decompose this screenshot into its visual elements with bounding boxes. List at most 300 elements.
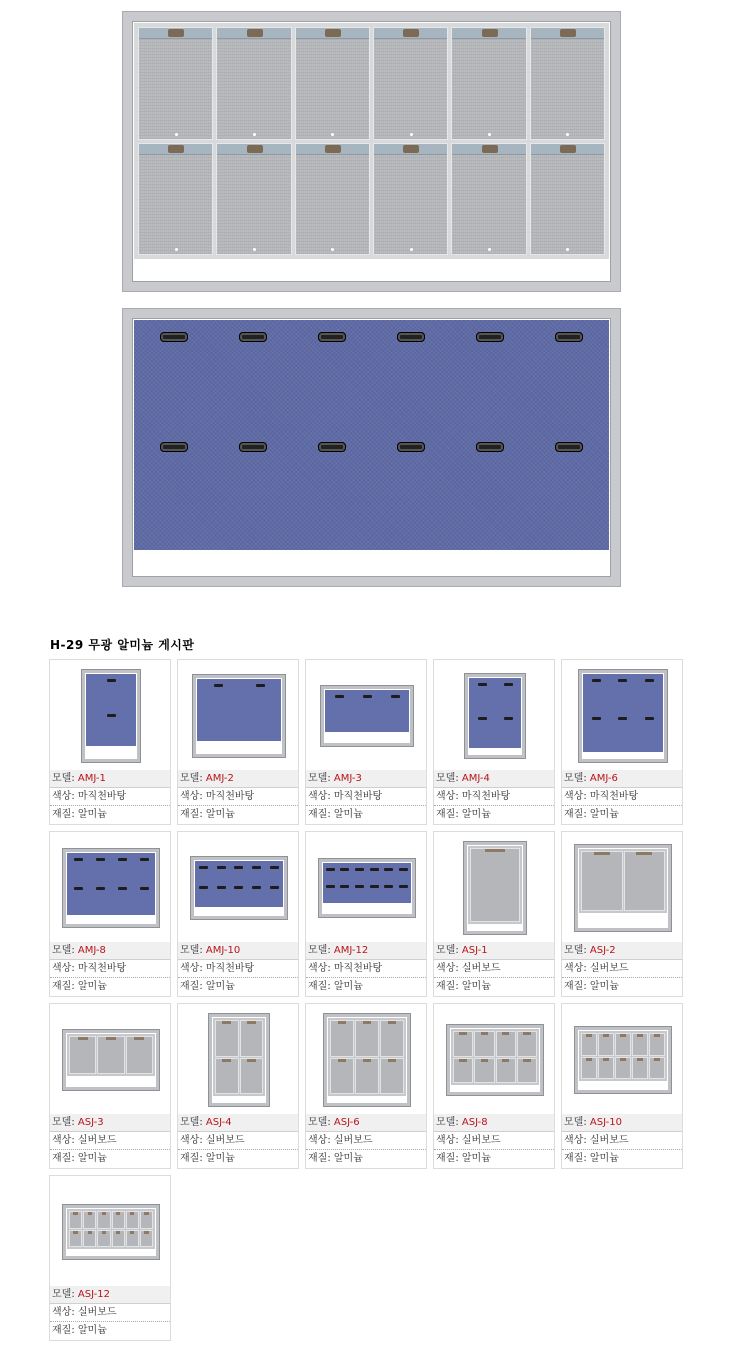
pin-dot (566, 248, 569, 251)
clip-icon (325, 145, 341, 153)
silver-panel (355, 1058, 379, 1095)
model-value[interactable]: AMJ-2 (205, 773, 234, 784)
model-value[interactable]: ASJ-4 (205, 1117, 232, 1128)
silver-panel (649, 1057, 665, 1080)
clip-bar (374, 144, 447, 155)
color-label: 색상: (308, 963, 334, 974)
product-thumbnail[interactable] (562, 660, 682, 771)
product-thumbnail[interactable] (562, 1004, 682, 1115)
model-value[interactable]: AMJ-6 (589, 773, 618, 784)
model-row (434, 1114, 554, 1132)
silver-panel-grid (453, 1031, 537, 1083)
clip-row (469, 717, 521, 720)
binder-clip-icon (74, 858, 83, 861)
clip-row (67, 858, 155, 861)
binder-clip-icon (504, 717, 513, 720)
product-info (434, 770, 554, 824)
color-label: 색상: (52, 1135, 78, 1146)
material-row (50, 806, 170, 824)
model-value[interactable]: AMJ-4 (461, 773, 490, 784)
binder-clip-icon (478, 717, 487, 720)
material-value: 알미늄 (589, 981, 619, 992)
fabric-board-surface (134, 320, 609, 550)
silver-panel (138, 143, 213, 256)
silver-panel (355, 1020, 379, 1057)
material-value: 알미늄 (461, 1153, 491, 1164)
binder-clip-icon (160, 332, 188, 342)
board-surface (583, 674, 663, 752)
color-value: 실버보드 (77, 1307, 117, 1318)
color-row (178, 960, 298, 978)
product-thumbnail[interactable] (434, 660, 554, 771)
product-thumbnail[interactable] (50, 1176, 170, 1287)
clip-bar (296, 28, 369, 39)
color-label: 색상: (180, 791, 206, 802)
product-info (50, 770, 170, 824)
material-row (178, 978, 298, 996)
product-info (50, 942, 170, 996)
material-value: 알미늄 (461, 809, 491, 820)
product-info (178, 770, 298, 824)
silver-panel (140, 1230, 153, 1248)
material-row (178, 806, 298, 824)
board-surface (469, 678, 521, 748)
silver-panel-grid (470, 848, 520, 922)
material-row (434, 978, 554, 996)
silver-panel (126, 1230, 139, 1248)
board-thumbnail-image (579, 670, 667, 762)
binder-clip-icon (555, 442, 583, 452)
material-row (50, 1150, 170, 1168)
binder-clip-icon (234, 866, 243, 869)
binder-clip-icon (234, 886, 243, 889)
clip-row (86, 679, 136, 682)
silver-panel-grid (69, 1211, 153, 1247)
color-value: 마직천바탕 (77, 963, 127, 974)
model-value[interactable]: ASJ-12 (77, 1289, 110, 1300)
silver-panel (453, 1058, 473, 1084)
hero-fabric-board-image (123, 309, 620, 586)
model-row (178, 770, 298, 788)
product-thumbnail[interactable] (178, 660, 298, 771)
silver-panel (69, 1211, 82, 1229)
binder-clip-icon (478, 683, 487, 686)
product-card[interactable] (305, 1003, 427, 1169)
pin-dot (253, 248, 256, 251)
color-row (50, 788, 170, 806)
silver-panel (140, 1211, 153, 1229)
binder-clip-icon (140, 887, 149, 890)
clip-row (583, 717, 663, 720)
model-row (306, 942, 426, 960)
color-value: 실버보드 (461, 963, 501, 974)
product-info (306, 770, 426, 824)
material-value: 알미늄 (77, 809, 107, 820)
model-label: 모델: (564, 1117, 590, 1128)
silver-panel (216, 27, 291, 140)
model-value[interactable]: ASJ-8 (461, 1117, 488, 1128)
silver-panel (530, 143, 605, 256)
clip-icon (560, 29, 576, 37)
material-label: 재질: (436, 981, 462, 992)
material-value: 알미늄 (333, 1153, 363, 1164)
silver-panel (632, 1057, 648, 1080)
model-value[interactable]: ASJ-6 (333, 1117, 360, 1128)
product-card[interactable] (433, 831, 555, 997)
clip-row (195, 886, 283, 889)
binder-clip-icon (355, 885, 364, 888)
model-label: 모델: (308, 773, 334, 784)
board-thumbnail-image (575, 1027, 671, 1093)
binder-clip-icon (96, 887, 105, 890)
material-value: 알미늄 (205, 809, 235, 820)
silver-panel-grid (215, 1020, 263, 1094)
board-thumbnail-image (319, 859, 415, 917)
board-surface (323, 863, 411, 903)
product-thumbnail[interactable] (434, 1004, 554, 1115)
material-value: 알미늄 (77, 1325, 107, 1336)
binder-clip-icon (370, 885, 379, 888)
color-value: 마직천바탕 (461, 791, 511, 802)
clip-bar (531, 144, 604, 155)
silver-board-surface (134, 23, 609, 259)
product-thumbnail[interactable] (306, 660, 426, 771)
board-surface (197, 679, 281, 741)
color-row (50, 960, 170, 978)
binder-clip-icon (270, 866, 279, 869)
model-value[interactable]: AMJ-1 (77, 773, 106, 784)
clip-row (323, 868, 411, 871)
model-value[interactable]: AMJ-8 (77, 945, 106, 956)
board-thumbnail-image (575, 845, 671, 931)
silver-panel-grid (138, 27, 605, 255)
material-row (562, 806, 682, 824)
product-card[interactable] (561, 1003, 683, 1169)
color-value: 마직천바탕 (205, 963, 255, 974)
board-thumbnail-image (209, 1014, 269, 1106)
color-row (306, 788, 426, 806)
product-card[interactable] (177, 659, 299, 825)
silver-panel (517, 1031, 537, 1057)
board-surface (213, 1018, 265, 1096)
binder-clip-icon (618, 679, 627, 682)
clip-row (86, 714, 136, 717)
silver-panel (380, 1058, 404, 1095)
color-row (434, 960, 554, 978)
model-label: 모델: (436, 1117, 462, 1128)
silver-panel (295, 27, 370, 140)
board-thumbnail-image (63, 849, 159, 927)
color-label: 색상: (436, 1135, 462, 1146)
material-label: 재질: (564, 981, 590, 992)
silver-panel-grid (581, 1033, 665, 1079)
color-value: 마직천바탕 (589, 791, 639, 802)
clip-bar (531, 28, 604, 39)
model-value[interactable]: AMJ-10 (205, 945, 241, 956)
silver-panel (470, 848, 520, 922)
clip-bar (374, 28, 447, 39)
binder-clip-icon (217, 866, 226, 869)
color-value: 실버보드 (333, 1135, 373, 1146)
color-row (562, 960, 682, 978)
silver-panel (453, 1031, 473, 1057)
product-thumbnail[interactable] (178, 1004, 298, 1115)
product-thumbnail[interactable] (434, 832, 554, 943)
silver-panel (373, 27, 448, 140)
product-card[interactable] (49, 659, 171, 825)
binder-clip-icon (326, 885, 335, 888)
material-row (562, 978, 682, 996)
board-surface (67, 1034, 155, 1076)
product-thumbnail[interactable] (306, 1004, 426, 1115)
product-info (50, 1114, 170, 1168)
binder-clip-icon (340, 885, 349, 888)
color-row (434, 1132, 554, 1150)
pin-dot (175, 133, 178, 136)
board-thumbnail-image (324, 1014, 410, 1106)
clip-row-bottom (134, 442, 609, 452)
material-value: 알미늄 (589, 1153, 619, 1164)
silver-panel (112, 1230, 125, 1248)
binder-clip-icon (318, 332, 346, 342)
color-row (562, 788, 682, 806)
pin-dot (488, 133, 491, 136)
clip-bar (217, 28, 290, 39)
clip-row (67, 887, 155, 890)
binder-clip-icon (555, 332, 583, 342)
model-row (178, 942, 298, 960)
silver-panel (240, 1058, 264, 1095)
binder-clip-icon (618, 717, 627, 720)
model-value[interactable]: AMJ-3 (333, 773, 362, 784)
color-row (178, 1132, 298, 1150)
color-row (562, 1132, 682, 1150)
binder-clip-icon (239, 442, 267, 452)
silver-panel-grid (330, 1020, 404, 1094)
model-row (434, 942, 554, 960)
clip-icon (168, 145, 184, 153)
pin-dot (488, 248, 491, 251)
silver-panel (295, 143, 370, 256)
product-info (434, 1114, 554, 1168)
product-info (306, 1114, 426, 1168)
board-thumbnail-image (63, 1030, 159, 1090)
model-label: 모델: (180, 945, 206, 956)
silver-panel (474, 1058, 494, 1084)
material-label: 재질: (180, 981, 206, 992)
binder-clip-icon (504, 683, 513, 686)
product-card[interactable] (49, 831, 171, 997)
color-label: 색상: (180, 1135, 206, 1146)
color-label: 색상: (52, 963, 78, 974)
silver-panel (126, 1036, 153, 1074)
product-card[interactable] (561, 831, 683, 997)
material-value: 알미늄 (333, 809, 363, 820)
hero-silver-board-image (123, 12, 620, 291)
product-thumbnail[interactable] (50, 660, 170, 771)
board-surface (325, 690, 409, 732)
model-value[interactable]: ASJ-3 (77, 1117, 104, 1128)
material-row (306, 1150, 426, 1168)
material-row (178, 1150, 298, 1168)
material-value: 알미늄 (461, 981, 491, 992)
product-card[interactable] (561, 659, 683, 825)
model-label: 모델: (52, 1289, 78, 1300)
clip-bar (296, 144, 369, 155)
binder-clip-icon (399, 868, 408, 871)
board-surface (579, 1031, 667, 1081)
product-info (434, 942, 554, 996)
product-thumbnail[interactable] (562, 832, 682, 943)
product-card[interactable] (49, 1003, 171, 1169)
silver-panel (126, 1211, 139, 1229)
material-value: 알미늄 (205, 981, 235, 992)
model-value[interactable]: ASJ-2 (589, 945, 616, 956)
color-label: 색상: (180, 963, 206, 974)
clip-icon (482, 29, 498, 37)
product-info (306, 942, 426, 996)
color-label: 색상: (52, 1307, 78, 1318)
clip-icon (403, 145, 419, 153)
color-value: 마직천바탕 (77, 791, 127, 802)
model-label: 모델: (436, 773, 462, 784)
board-surface (328, 1018, 406, 1096)
product-card[interactable] (49, 1175, 171, 1341)
binder-clip-icon (118, 858, 127, 861)
material-label: 재질: (308, 981, 334, 992)
material-value: 알미늄 (205, 1153, 235, 1164)
silver-panel (240, 1020, 264, 1057)
silver-panel (97, 1211, 110, 1229)
product-thumbnail[interactable] (50, 832, 170, 943)
board-surface (579, 849, 667, 913)
clip-bar (452, 28, 525, 39)
product-info (178, 942, 298, 996)
binder-clip-icon (340, 868, 349, 871)
silver-panel (615, 1033, 631, 1056)
clip-row (195, 866, 283, 869)
binder-clip-icon (384, 868, 393, 871)
model-row (306, 1114, 426, 1132)
color-value: 실버보드 (205, 1135, 245, 1146)
silver-panel (97, 1230, 110, 1248)
model-row (306, 770, 426, 788)
silver-panel (530, 27, 605, 140)
material-label: 재질: (52, 1153, 78, 1164)
color-value: 실버보드 (589, 1135, 629, 1146)
silver-panel (451, 143, 526, 256)
product-info (178, 1114, 298, 1168)
product-card[interactable] (305, 659, 427, 825)
model-row (562, 942, 682, 960)
binder-clip-icon (399, 885, 408, 888)
material-row (306, 978, 426, 996)
board-surface (67, 1209, 155, 1249)
color-row (434, 788, 554, 806)
silver-panel (83, 1230, 96, 1248)
binder-clip-icon (318, 442, 346, 452)
model-row (434, 770, 554, 788)
board-thumbnail-image (63, 1205, 159, 1259)
silver-panel (624, 851, 666, 911)
product-card[interactable] (433, 659, 555, 825)
material-row (434, 1150, 554, 1168)
product-thumbnail[interactable] (50, 1004, 170, 1115)
product-thumbnail[interactable] (178, 832, 298, 943)
product-card[interactable] (433, 1003, 555, 1169)
color-row (306, 960, 426, 978)
color-label: 색상: (564, 1135, 590, 1146)
product-thumbnail[interactable] (306, 832, 426, 943)
material-value: 알미늄 (333, 981, 363, 992)
product-card[interactable] (305, 831, 427, 997)
model-value[interactable]: ASJ-10 (589, 1117, 622, 1128)
silver-panel (517, 1058, 537, 1084)
model-label: 모델: (436, 945, 462, 956)
silver-panel (581, 851, 623, 911)
silver-panel (138, 27, 213, 140)
model-label: 모델: (564, 773, 590, 784)
material-label: 재질: (436, 1153, 462, 1164)
color-label: 색상: (436, 791, 462, 802)
binder-clip-icon (252, 886, 261, 889)
material-label: 재질: (436, 809, 462, 820)
section-title: H-29 무광 알미늄 게시판 (50, 638, 195, 652)
binder-clip-icon (397, 442, 425, 452)
material-label: 재질: (180, 809, 206, 820)
clip-icon (403, 29, 419, 37)
color-label: 색상: (52, 791, 78, 802)
binder-clip-icon (476, 442, 504, 452)
product-card[interactable] (177, 1003, 299, 1169)
binder-clip-icon (140, 858, 149, 861)
material-label: 재질: (308, 1153, 334, 1164)
model-row (178, 1114, 298, 1132)
pin-dot (175, 248, 178, 251)
silver-panel (83, 1211, 96, 1229)
clip-icon (168, 29, 184, 37)
clip-icon (247, 29, 263, 37)
binder-clip-icon (252, 866, 261, 869)
clip-icon (482, 145, 498, 153)
board-surface (195, 861, 283, 907)
silver-panel (581, 1057, 597, 1080)
product-info (562, 770, 682, 824)
binder-clip-icon (355, 868, 364, 871)
binder-clip-icon (74, 887, 83, 890)
board-surface (451, 1029, 539, 1085)
material-value: 알미늄 (589, 809, 619, 820)
model-label: 모델: (564, 945, 590, 956)
board-surface (86, 674, 136, 746)
clip-bar (452, 144, 525, 155)
product-card[interactable] (177, 831, 299, 997)
binder-clip-icon (363, 695, 372, 698)
material-row (434, 806, 554, 824)
model-value[interactable]: ASJ-1 (461, 945, 488, 956)
material-row (562, 1150, 682, 1168)
pin-dot (331, 248, 334, 251)
binder-clip-icon (107, 679, 116, 682)
color-label: 색상: (308, 791, 334, 802)
binder-clip-icon (476, 332, 504, 342)
clip-icon (560, 145, 576, 153)
model-value[interactable]: AMJ-12 (333, 945, 369, 956)
clip-bar (139, 28, 212, 39)
color-value: 마직천바탕 (333, 791, 383, 802)
binder-clip-icon (384, 885, 393, 888)
material-label: 재질: (564, 1153, 590, 1164)
